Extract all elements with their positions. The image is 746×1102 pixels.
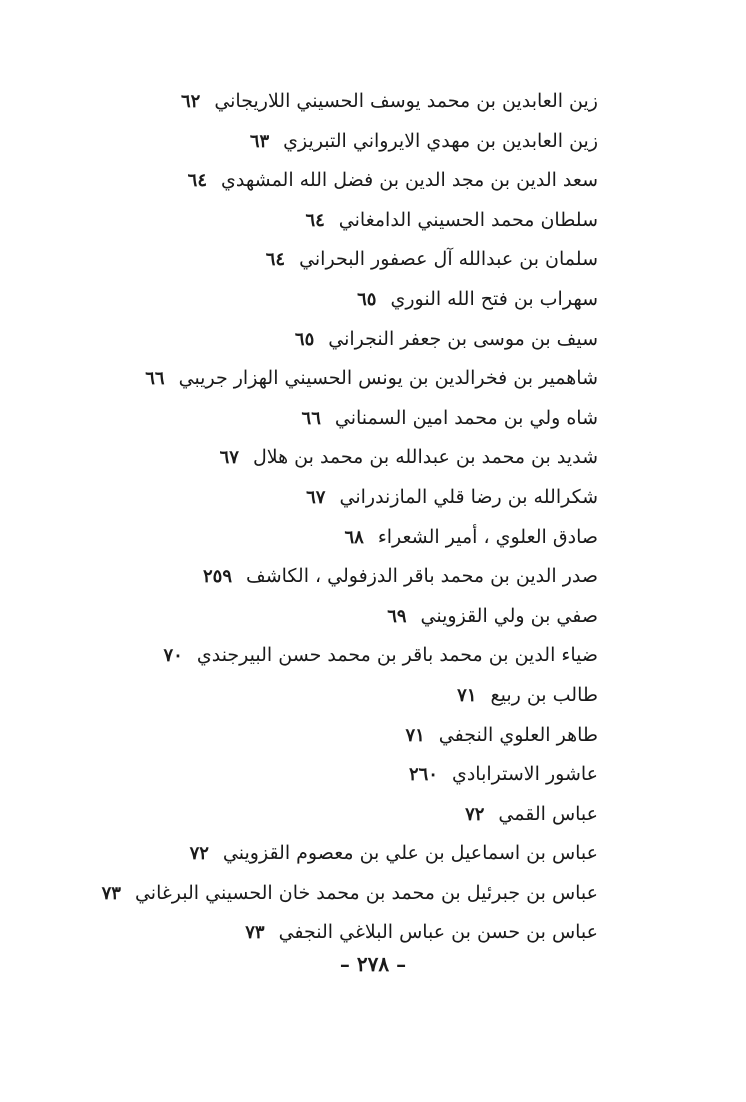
entry-name: عباس بن اسماعيل بن علي بن معصوم القزويني — [222, 842, 598, 865]
entry-page-number: ٦٢ — [180, 91, 201, 112]
entry-page-number: ٢٦٠ — [408, 764, 438, 786]
entry-name: شاه ولي بن محمد امين السمناني — [334, 406, 598, 429]
entry-page-number: ٦٧ — [219, 447, 239, 469]
page-number: – ٢٧٨ – — [339, 952, 407, 976]
entry-page-number: ٧١ — [405, 724, 425, 746]
entry-page-number: ٧٣ — [101, 882, 121, 904]
entry-page-number: ٦٣ — [249, 130, 270, 152]
entry-page-number: ٧٢ — [465, 803, 485, 825]
entry-name: زين العابدين بن مهدي الايرواني التبريزي — [283, 129, 598, 152]
index-entry — [128, 240, 598, 280]
entry-name: سلمان بن عبدالله آل عصفور البحراني — [299, 248, 598, 271]
entry-name: سيف بن موسى بن جعفر النجراني — [328, 327, 598, 350]
index-entry — [128, 716, 598, 756]
index-list — [101, 82, 598, 953]
entry-name: عباس بن جبرئيل بن محمد بن محمد خان الحسيني البرغاني — [134, 881, 598, 904]
entry-page-number: ٧٢ — [189, 843, 209, 865]
entry-page-number: ٧٠ — [163, 645, 183, 667]
index-entry — [128, 320, 598, 360]
index-entry — [128, 795, 598, 835]
entry-page-number: ٦٤ — [187, 170, 208, 192]
index-entry — [128, 280, 598, 320]
entry-page-number: ٢٥٩ — [203, 566, 233, 588]
entry-name: عباس القمي — [498, 802, 598, 825]
entry-page-number: ٧١ — [457, 684, 477, 706]
index-entry — [128, 913, 598, 953]
index-entry — [128, 399, 598, 439]
entry-page-number: ٦٦ — [145, 368, 165, 390]
index-entry — [128, 518, 598, 558]
index-entry — [128, 359, 598, 399]
entry-page-number: ٧٣ — [245, 922, 265, 944]
index-entry — [128, 636, 598, 676]
entry-name: عباس بن حسن بن عباس البلاغي النجفي — [278, 921, 598, 944]
index-entry — [128, 755, 598, 795]
entry-page-number: ٦٥ — [357, 288, 377, 310]
entry-name: شكرالله بن رضا قلي المازندراني — [339, 485, 598, 508]
index-entry — [128, 557, 598, 597]
entry-page-number: ٦٦ — [301, 407, 321, 429]
entry-page-number: ٦٥ — [294, 328, 315, 350]
entry-name: سلطان محمد الحسيني الدامغاني — [338, 208, 598, 231]
index-entry — [128, 597, 598, 637]
index-entry — [101, 874, 598, 914]
entry-name: شديد بن محمد بن عبدالله بن محمد بن هلال — [252, 446, 598, 469]
entry-name: سهراب بن فتح الله النوري — [390, 287, 598, 310]
entry-page-number: ٦٧ — [306, 486, 326, 508]
entry-name: طاهر العلوي النجفي — [438, 723, 598, 746]
entry-page-number: ٦٤ — [265, 249, 286, 271]
entry-page-number: ٦٨ — [344, 526, 364, 548]
index-entry — [128, 201, 598, 241]
entry-name: طالب بن ربيع — [490, 683, 598, 706]
entry-name: صفي بن ولي القزويني — [420, 604, 598, 627]
entry-name: شاهمير بن فخرالدين بن يونس الحسيني الهزار جريبي — [178, 367, 598, 390]
entry-name: ضياء الدين بن محمد باقر بن محمد حسن البيرجندي — [196, 644, 598, 667]
index-entry — [128, 834, 598, 874]
index-entry — [128, 82, 598, 122]
entry-name: صادق العلوي ، أمير الشعراء — [377, 525, 598, 548]
entry-page-number: ٦٩ — [387, 605, 407, 627]
index-entry — [128, 161, 598, 201]
index-entry — [128, 478, 598, 518]
index-entry — [128, 676, 598, 716]
entry-name: عاشور الاسترابادي — [451, 763, 598, 786]
entry-page-number: ٦٤ — [305, 209, 325, 231]
index-entry — [128, 438, 598, 478]
entry-name: صدر الدين بن محمد باقر الدزفولي ، الكاشف — [246, 565, 598, 588]
index-entry — [128, 122, 598, 162]
entry-name: زين العابدين بن محمد يوسف الحسيني اللاريجاني — [214, 90, 598, 112]
entry-name: سعد الدين بن مجد الدين بن فضل الله المشهدي — [221, 169, 598, 192]
